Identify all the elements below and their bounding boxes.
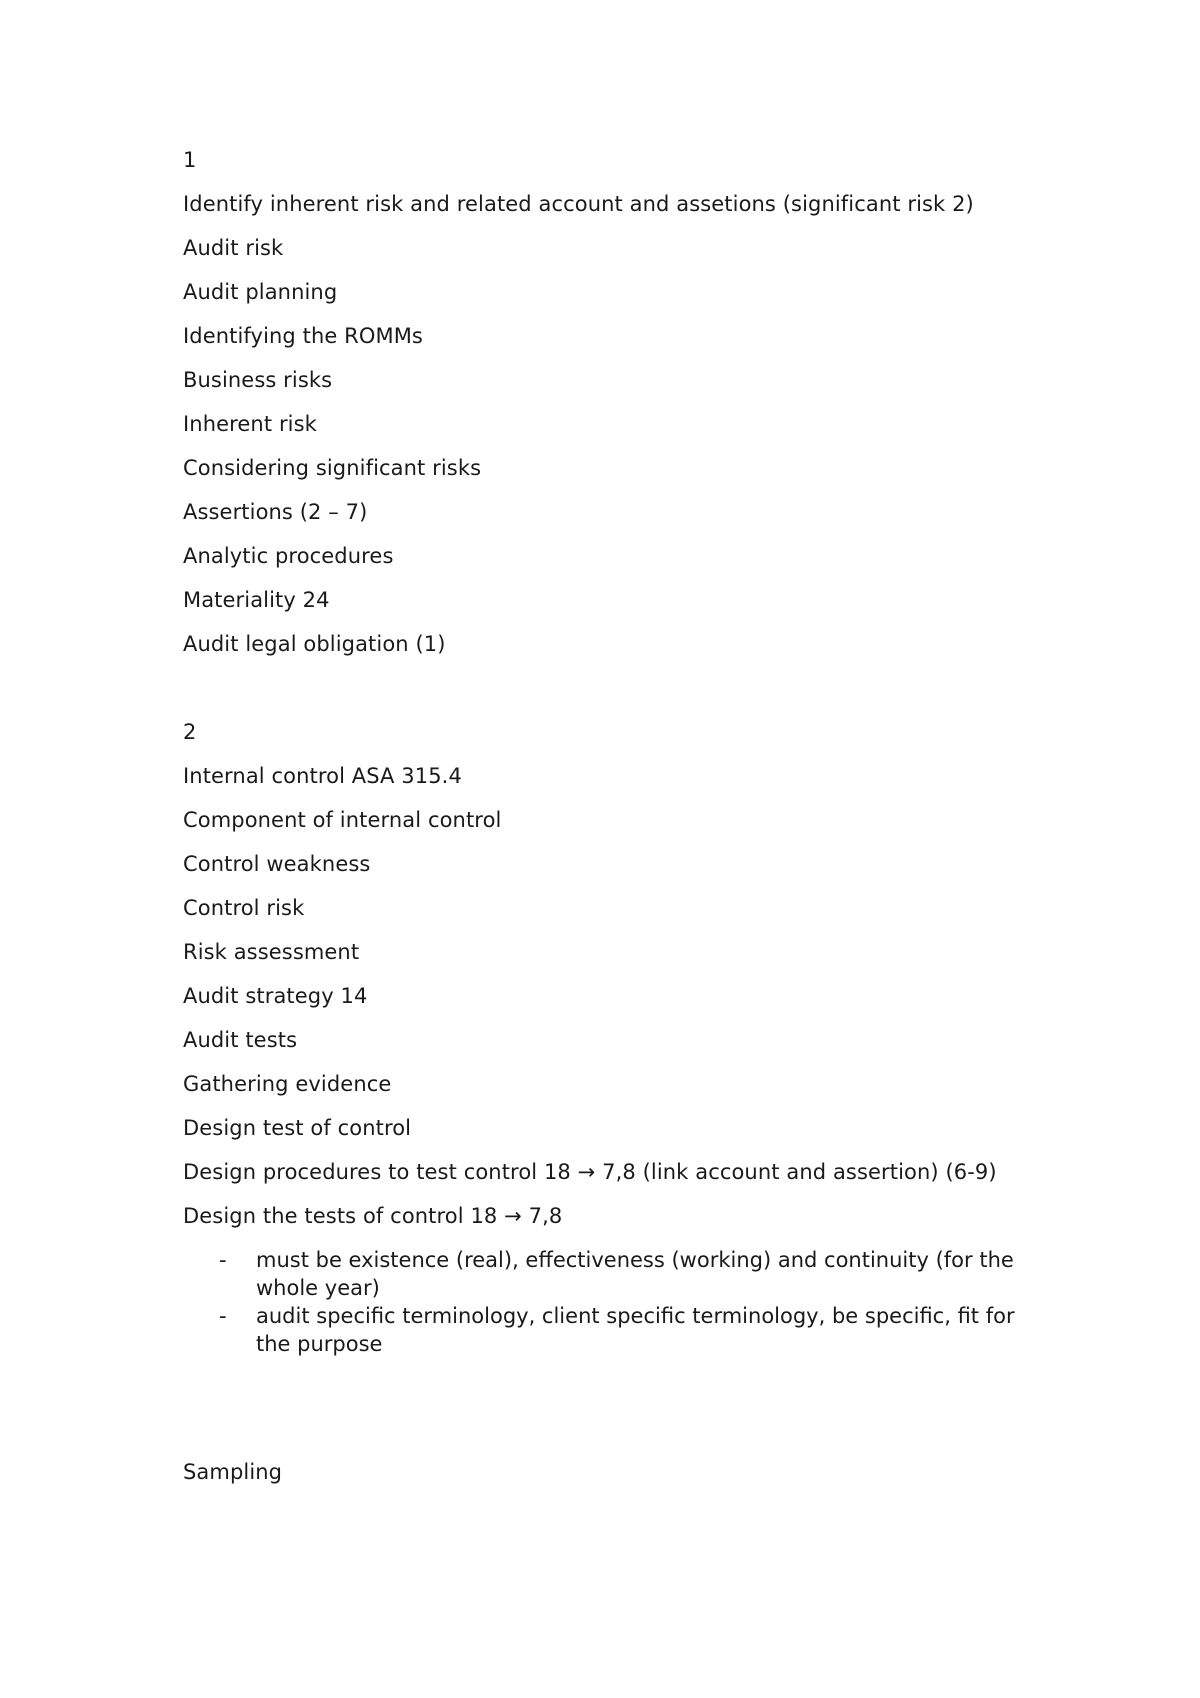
list-item bbox=[183, 1302, 1028, 1358]
section-1-item: Audit legal obligation (1) bbox=[183, 632, 446, 656]
bullet-marker: - bbox=[219, 1248, 227, 1272]
list-item bbox=[183, 1246, 1028, 1302]
document-body bbox=[183, 146, 1028, 1502]
bullet-list bbox=[183, 1246, 1028, 1358]
section-1-item: Analytic procedures bbox=[183, 544, 394, 568]
section-2-item: Audit strategy 14 bbox=[183, 984, 368, 1008]
section-2-item: Design test of control bbox=[183, 1116, 412, 1140]
section-2-item: Design procedures to test control 18 → 7,8 (link account and assertion) (6-9) bbox=[183, 1160, 997, 1184]
section-2-item: Audit tests bbox=[183, 1028, 298, 1052]
section-2-item: Design the tests of control 18 → 7,8 bbox=[183, 1204, 563, 1228]
section-1-item: Materiality 24 bbox=[183, 588, 330, 612]
section-spacer bbox=[183, 1358, 1028, 1458]
bullet-text: must be existence (real), effectiveness (working) and continuity (for the whole year) bbox=[256, 1248, 1014, 1300]
sampling-heading: Sampling bbox=[183, 1460, 283, 1484]
section-1-item: Identifying the ROMMs bbox=[183, 324, 423, 348]
section-1-item: Considering significant risks bbox=[183, 456, 482, 480]
bullet-text: audit specific terminology, client specific terminology, be specific, fit for the purpose bbox=[256, 1304, 1015, 1356]
section-1-item: Audit risk bbox=[183, 236, 284, 260]
section-2-number: 2 bbox=[183, 720, 197, 744]
section-spacer bbox=[183, 674, 1028, 718]
section-2-item: Risk assessment bbox=[183, 940, 360, 964]
section-2-item: Gathering evidence bbox=[183, 1072, 392, 1096]
section-2-item: Component of internal control bbox=[183, 808, 502, 832]
section-1-item: Assertions (2 – 7) bbox=[183, 500, 368, 524]
section-1-item: Business risks bbox=[183, 368, 333, 392]
section-2-item: Control weakness bbox=[183, 852, 371, 876]
section-2-item: Control risk bbox=[183, 896, 305, 920]
bullet-marker: - bbox=[219, 1304, 227, 1328]
section-1-item: Audit planning bbox=[183, 280, 338, 304]
section-1-item: Identify inherent risk and related account and assetions (significant risk 2) bbox=[183, 192, 974, 216]
section-1-number: 1 bbox=[183, 148, 197, 172]
section-1-item: Inherent risk bbox=[183, 412, 317, 436]
section-2-item: Internal control ASA 315.4 bbox=[183, 764, 462, 788]
